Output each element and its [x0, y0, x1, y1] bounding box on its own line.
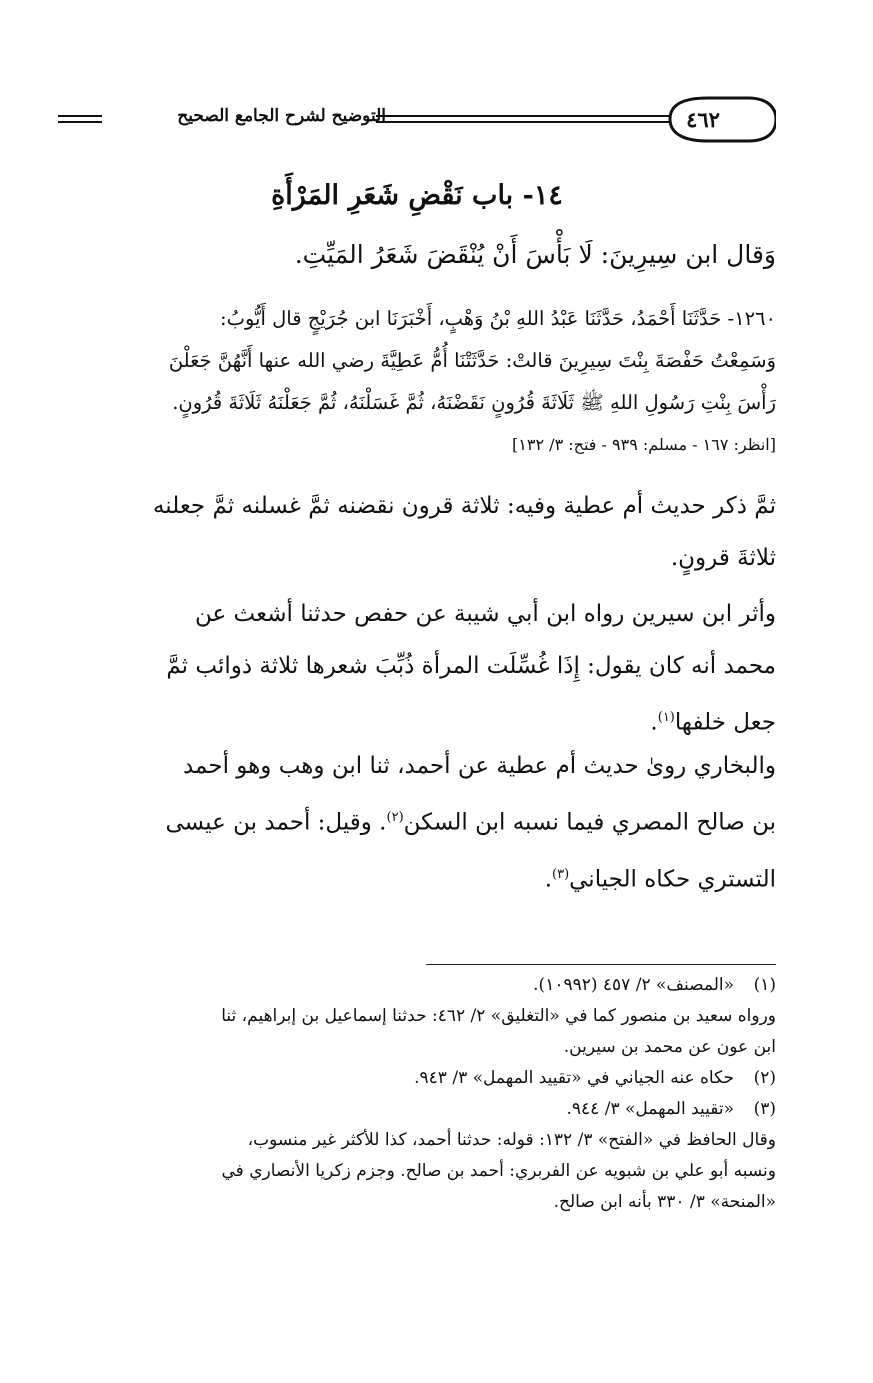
hadith-line: وَسَمِعْتُ حَفْصَةَ بِنْتَ سِيرِينَ قالتْ: حَدَّثَتْنَا أُمُّ عَطِيَّةَ رضي الله عنها أَنَّهُنَّ جَعَلْنَ	[168, 349, 776, 372]
footnotes	[58, 970, 776, 1218]
paragraph-line: التستري حكاه الجياني$^{(٣)}$.	[544, 866, 776, 893]
chapter-heading: ١٤- باب نَقْضِ شَعَرِ المَرْأَةِ	[271, 180, 563, 211]
hadith-text	[58, 298, 776, 466]
page-header	[58, 90, 776, 150]
footnote-mark: (٣)	[753, 1099, 776, 1119]
footnote-mark: (٢)	[753, 1068, 776, 1088]
footnote-ref[interactable]: (٣)	[552, 866, 570, 882]
paragraph-line: جعل خلفها$^{(١)}$.	[650, 709, 776, 736]
footnote-line	[58, 1032, 776, 1063]
hadith-line: رَأْسَ بِنْتِ رَسُولِ اللهِ ﷺ ثَلَاثَةَ قُرُونٍ نَقَضْنَهُ، ثُمَّ غَسَلْنَهُ، ثُمَّ جَعَلْنَهُ ثَلَاثَةَ قُرُونٍ.	[172, 391, 776, 414]
footnote-line	[58, 1094, 776, 1125]
paragraph-text: جعل خلفها	[674, 709, 776, 736]
paragraph-line: ثلاثةَ قرونٍ.	[670, 545, 776, 571]
paragraph-line	[58, 792, 776, 849]
commentary-paragraph-1	[58, 480, 776, 584]
footnote-text: «تقييد المهمل» ٣/ ٩٤٤.	[566, 1099, 734, 1119]
footnote-line	[58, 1187, 776, 1218]
footnote-text: «المصنف» ٢/ ٤٥٧ (١٠٩٩٢).	[533, 975, 734, 995]
footnote-text: حكاه عنه الجياني في «تقييد المهمل» ٣/ ٩٤٣.	[414, 1068, 734, 1088]
footnote-line	[58, 1125, 776, 1156]
paragraph-text: بن صالح المصري فيما نسبه ابن السكن	[403, 809, 776, 836]
footnote-text: وقال الحافظ في «الفتح» ٣/ ١٣٢: قوله: حدثنا أحمد، كذا للأكثر غير منسوب،	[247, 1130, 776, 1150]
footnote-text: ورواه سعيد بن منصور كما في «التغليق» ٢/ ٤٦٢: حدثنا إسماعيل بن إبراهيم، ثنا	[221, 1006, 776, 1026]
paragraph-line: محمد أنه كان يقول: إِذَا غُسِّلَت المرأة ذُبِّبَ شعرها ثلاثة ذوائب ثمَّ	[166, 653, 776, 679]
footnote-text: ابن عون عن محمد بن سيرين.	[563, 1037, 776, 1057]
footnote-text: «المنحة» ٣/ ٣٣٠ بأنه ابن صالح.	[553, 1192, 776, 1212]
hadith-reference: [انظر: ١٦٧ - مسلم: ٩٣٩ - فتح: ٣/ ١٣٢]	[512, 435, 776, 454]
chapter-quote: وَقال ابن سِيرِينَ: لَا بَأْسَ أَنْ يُنْقَضَ شَعَرُ المَيِّتِ.	[294, 240, 776, 269]
commentary-paragraph-3	[58, 740, 776, 905]
footnote-line	[58, 970, 776, 1001]
hadith-line: ١٢٦٠- حَدَّثَنَا أَحْمَدُ، حَدَّثَنَا عَبْدُ اللهِ بْنُ وَهْبٍ، أَخْبَرَنَا ابن جُرَيْجٍ قال أَيُّوبُ:	[220, 307, 776, 330]
book-page	[58, 90, 776, 1320]
footnote-ref[interactable]: (١)	[657, 710, 675, 725]
footnote-line	[58, 1001, 776, 1032]
footnote-text: ونسبه أبو علي بن شبويه عن الفربري: أحمد بن صالح. وجزم زكريا الأنصاري في	[221, 1161, 776, 1181]
paragraph-line: ثمَّ ذكر حديث أم عطية وفيه: ثلاثة قرون نقضنه ثمَّ غسلنه ثمَّ جعلنه	[152, 493, 776, 519]
footnote-ref[interactable]: (٢)	[386, 810, 404, 825]
footnote-line	[58, 1156, 776, 1187]
paragraph-text: التستري حكاه الجياني	[569, 866, 776, 893]
footnote-mark: (١)	[753, 975, 776, 995]
footnote-line	[58, 1063, 776, 1094]
page-number: ٤٦٢	[686, 107, 720, 132]
running-title: التوضيح لشرح الجامع الصحيح	[177, 106, 386, 126]
paragraph-line: والبخاري روىٰ حديث أم عطية عن أحمد، ثنا ابن وهب وهو أحمد	[182, 753, 776, 779]
paragraph-text: . وقيل: أحمد بن عيسى	[165, 809, 387, 836]
footnote-separator	[426, 964, 776, 965]
commentary-paragraph-2	[58, 588, 776, 749]
paragraph-line: وأثر ابن سيرين رواه ابن أبي شيبة عن حفص حدثنا أشعث عن	[195, 601, 776, 627]
